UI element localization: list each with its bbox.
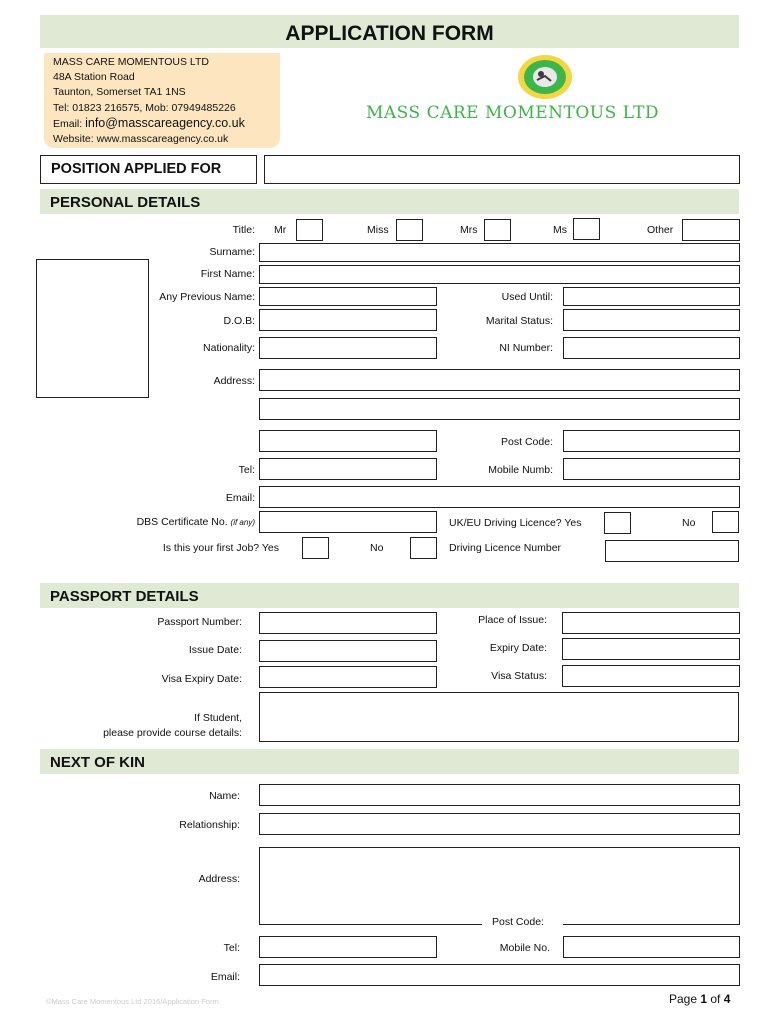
licence-number-input[interactable] — [605, 540, 739, 562]
title-ms-label: Ms — [553, 224, 567, 236]
issue-date-input[interactable] — [259, 640, 437, 662]
first-name-input[interactable] — [259, 265, 740, 284]
title-mrs-checkbox[interactable] — [484, 219, 511, 241]
kin-email-label: Email: — [210, 971, 240, 983]
used-until-label: Used Until: — [501, 291, 553, 303]
licence-yes-checkbox[interactable] — [604, 512, 631, 534]
first-name-label: First Name: — [200, 268, 255, 280]
expiry-date-label: Expiry Date: — [489, 642, 547, 654]
company-contact-block — [44, 53, 280, 148]
visa-expiry-label: Visa Expiry Date: — [161, 673, 242, 685]
student-label-1: If Student, — [194, 712, 242, 724]
passport-number-label: Passport Number: — [157, 616, 242, 628]
email-label: Email: — [53, 117, 86, 130]
page-prefix: Page — [669, 992, 701, 1006]
photo-box[interactable] — [36, 259, 149, 398]
surname-input[interactable] — [259, 243, 740, 262]
position-label: POSITION APPLIED FOR — [51, 161, 222, 177]
contact-website: Website: www.masscareagency.co.uk — [53, 133, 229, 146]
tel-label: Tel: — [238, 464, 255, 476]
nationality-label: Nationality: — [203, 342, 255, 354]
place-of-issue-label: Place of Issue: — [478, 614, 547, 626]
position-input[interactable] — [264, 155, 740, 184]
licence-number-label: Driving Licence Number — [449, 542, 562, 554]
tel-input[interactable] — [259, 458, 437, 480]
form-title: APPLICATION FORM — [285, 22, 494, 45]
kin-mobile-label: Mobile No. — [499, 942, 550, 954]
section-next-of-kin — [40, 749, 739, 774]
ni-number-label: NI Number: — [499, 342, 553, 354]
nationality-input[interactable] — [259, 337, 437, 359]
visa-expiry-input[interactable] — [259, 666, 437, 688]
dbs-note: (if any) — [230, 518, 255, 527]
dob-label: D.O.B: — [223, 315, 255, 327]
title-mr-checkbox[interactable] — [296, 219, 323, 241]
licence-no-checkbox[interactable] — [712, 511, 739, 533]
company-name: MASS CARE MOMENTOUS LTD — [366, 103, 660, 123]
kin-tel-input[interactable] — [259, 936, 437, 958]
dob-input[interactable] — [259, 309, 437, 331]
dbs-label-text: DBS Certificate No. — [136, 516, 228, 528]
expiry-date-input[interactable] — [562, 638, 740, 660]
kin-mobile-input[interactable] — [563, 936, 740, 958]
kin-tel-label: Tel: — [223, 942, 240, 954]
first-job-question: Is this your first Job? Yes — [162, 542, 279, 554]
section-personal-details — [40, 189, 739, 214]
licence-question: UK/EU Driving Licence? Yes — [449, 517, 582, 529]
contact-line: Taunton, Somerset TA1 1NS — [53, 86, 186, 99]
address-label: Address: — [213, 375, 255, 387]
previous-name-label: Any Previous Name: — [159, 291, 255, 303]
kin-address-input[interactable] — [259, 847, 740, 925]
contact-line: MASS CARE MOMENTOUS LTD — [53, 56, 209, 68]
kin-address-bottom-border — [259, 924, 482, 925]
used-until-input[interactable] — [563, 287, 740, 306]
kin-relationship-label: Relationship: — [179, 819, 240, 831]
ni-number-input[interactable] — [563, 337, 740, 359]
section-passport-details — [40, 583, 739, 608]
first-job-yes-checkbox[interactable] — [302, 537, 329, 559]
kin-name-input[interactable] — [259, 784, 740, 806]
licence-no-label: No — [682, 517, 696, 529]
page-total: 4 — [723, 992, 731, 1006]
issue-date-label: Issue Date: — [188, 644, 242, 656]
position-label-box — [40, 155, 257, 184]
title-bar — [40, 15, 739, 48]
visa-status-label: Visa Status: — [491, 670, 547, 682]
address-line-1-input[interactable] — [259, 369, 740, 391]
contact-line: Tel: 01823 216575, Mob: 07949485226 — [53, 101, 236, 114]
page-number — [669, 992, 730, 1006]
address-line-3-input[interactable] — [259, 430, 437, 452]
page-mid: of — [707, 992, 724, 1006]
passport-number-input[interactable] — [259, 612, 437, 634]
marital-status-label: Marital Status: — [485, 315, 553, 327]
section-heading: NEXT OF KIN — [50, 754, 146, 771]
course-details-input[interactable] — [259, 692, 739, 742]
post-code-input[interactable] — [563, 430, 740, 452]
title-label: Title: — [232, 224, 255, 236]
email-input[interactable] — [259, 486, 740, 508]
kin-post-code-label: Post Code: — [492, 916, 544, 928]
title-miss-label: Miss — [367, 224, 389, 236]
email-label: Email: — [225, 492, 255, 504]
section-heading: PASSPORT DETAILS — [50, 588, 199, 605]
kin-post-code-input[interactable] — [563, 924, 740, 925]
post-code-label: Post Code: — [501, 436, 553, 448]
title-other-input[interactable] — [682, 219, 740, 241]
surname-label: Surname: — [209, 246, 255, 258]
title-ms-checkbox[interactable] — [573, 218, 600, 240]
mobile-input[interactable] — [563, 458, 740, 480]
marital-status-input[interactable] — [563, 309, 740, 331]
visa-status-input[interactable] — [562, 665, 740, 687]
company-email: info@masscareagency.co.uk — [85, 115, 245, 130]
contact-email-line — [53, 116, 280, 132]
title-miss-checkbox[interactable] — [396, 219, 423, 241]
previous-name-input[interactable] — [259, 287, 437, 306]
first-job-no-checkbox[interactable] — [410, 537, 437, 559]
place-of-issue-input[interactable] — [562, 612, 740, 634]
kin-name-label: Name: — [209, 790, 240, 802]
mobile-label: Mobile Numb: — [488, 464, 553, 476]
title-mr-label: Mr — [274, 224, 287, 236]
kin-relationship-input[interactable] — [259, 813, 740, 835]
title-other-label: Other — [647, 224, 674, 236]
dbs-label — [137, 516, 255, 528]
kin-email-input[interactable] — [259, 964, 740, 986]
title-mrs-label: Mrs — [460, 224, 478, 236]
contact-line: 48A Station Road — [53, 71, 135, 84]
footer-copyright: ©Mass Care Momentous Ltd 2016/Application Form — [46, 997, 219, 1006]
address-line-2-input[interactable] — [259, 398, 740, 420]
section-heading: PERSONAL DETAILS — [50, 194, 201, 211]
page-current: 1 — [700, 992, 708, 1006]
dbs-input[interactable] — [259, 511, 437, 533]
company-logo — [517, 54, 573, 100]
first-job-no-label: No — [370, 542, 384, 554]
student-label-2: please provide course details: — [103, 727, 242, 739]
kin-address-label: Address: — [198, 873, 240, 885]
